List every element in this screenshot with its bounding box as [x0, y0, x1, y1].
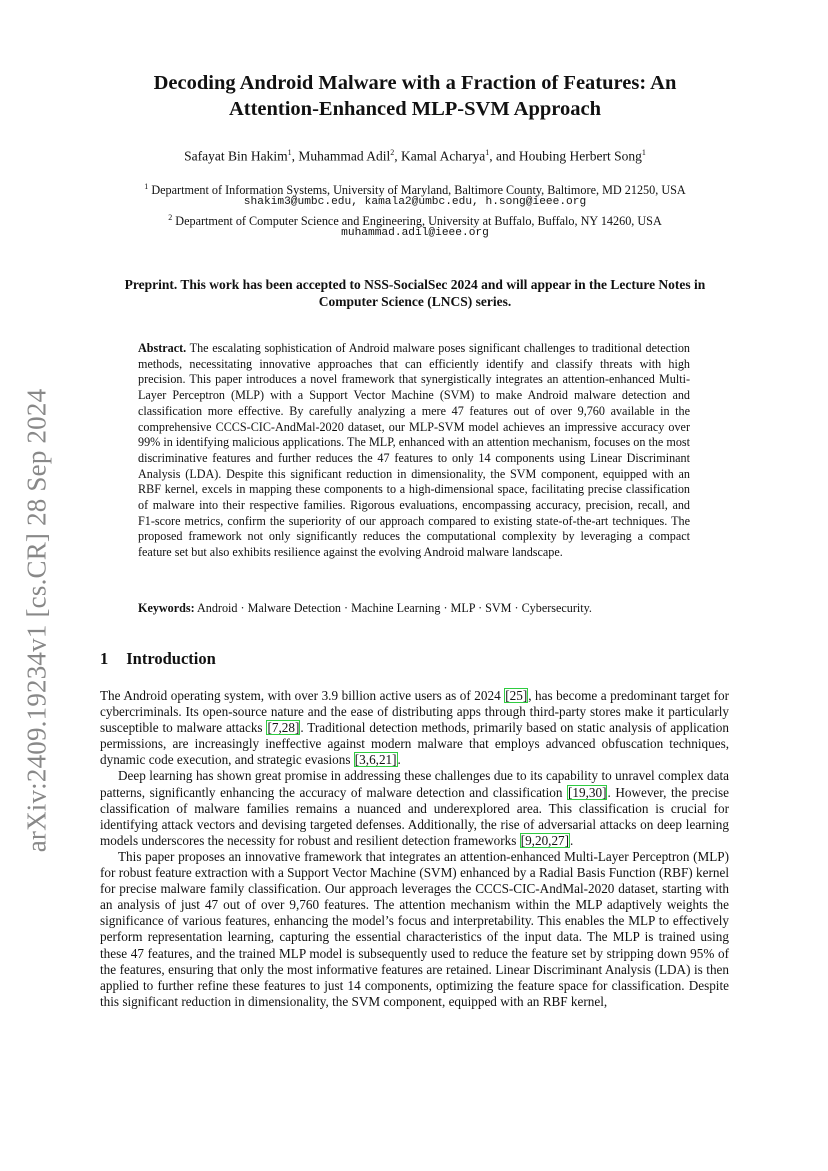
paragraph-text: . However, the precise classification of malware families remains a nuanced and underexplored area. This classification is crucial for identifying attack vectors and devising targeted defenses. Additionally, the rise of adversarial attacks on deep learning models underscores the necessity for robust and resilient detection frameworks	[100, 784, 729, 848]
abstract	[138, 341, 690, 561]
citation-link[interactable]: [7,28]	[267, 720, 300, 736]
author-1-affil: 1	[287, 148, 292, 157]
paragraph-text: .	[570, 832, 574, 848]
citation-link[interactable]: [3,6,21]	[354, 752, 397, 768]
affiliation-2-mark: 2	[168, 213, 173, 222]
paragraph-3: This paper proposes an innovative framework that integrates an attention-enhanced Multi-Layer Perceptron (MLP) for robust feature extraction with a Support Vector Machine (SVM) enhanced by a Radial Basis Function (RBF) kernel for precise malware family classification. Our approach leverages the CCCS-CIC-AndMal-2020 dataset, starting with an analysis of just 47 out of over 9,760 features. The attention mechanism within the MLP adaptively weights the significance of various features, enhancing the model’s focus and interpretability. This enables the MLP to effectively perform representation learning, capturing the essential characteristics of the input data. The MLP is trained using these 47 features, and the trained MLP model is subsequently used to reduce the feature set by stripping down 95% of the features, ensuring that only the most informative features are retained. Linear Discriminant Analysis (LDA) is then applied to further refine these features to just 14 components, optimizing the feature space for classification. Despite this significant reduction in dimensionality, the SVM component, equipped with an RBF kernel,	[100, 848, 729, 1009]
keywords-text: Android · Malware Detection · Machine Learning · MLP · SVM · Cybersecurity.	[194, 601, 592, 615]
affiliation-1-mark: 1	[144, 182, 149, 191]
affiliation-2-text: Department of Computer Science and Engineering, University at Buffalo, Buffalo, NY 14260, USA	[172, 214, 662, 229]
paragraph-text: The Android operating system, with over 3.9 billion active users as of 2024	[100, 688, 505, 703]
arxiv-stamp	[14, 340, 60, 900]
paragraph-text: , has become a predominant target for cybercriminals. Its open-source nature and the ease of distributing apps through third-party stores make it particularly susceptible to malware attacks	[100, 688, 730, 736]
keywords-label: Keywords:	[138, 601, 195, 615]
author-2: , Muhammad Adil	[291, 148, 391, 164]
citation-link[interactable]: [9,20,27]	[520, 832, 570, 848]
section-title: Introduction	[126, 649, 216, 668]
title-line-2: Attention-Enhanced MLP-SVM Approach	[228, 98, 602, 120]
title-line-1: Decoding Android Malware with a Fraction of Features: An	[153, 72, 677, 94]
affiliation-2-emails: muhammad.adil@ieee.org	[341, 227, 489, 239]
paragraph-2	[100, 768, 729, 848]
section-heading	[100, 649, 216, 669]
affiliation-1-text: Department of Information Systems, University of Maryland, Baltimore County, Baltimore, MD 21250, USA	[148, 183, 686, 198]
paragraph-text: .	[397, 752, 401, 768]
keywords	[138, 601, 698, 616]
author-2-affil: 2	[390, 148, 395, 157]
author-1: Safayat Bin Hakim	[184, 148, 288, 164]
author-4: , and Houbing Herbert Song	[489, 148, 642, 164]
author-3-affil: 1	[485, 148, 490, 157]
abstract-text: The escalating sophistication of Android malware poses significant challenges to traditional detection methods, necessitating innovative approaches that can efficiently identify and classify threats with high precision. This paper introduces a novel framework that synergistically integrates an attention-enhanced Multi-Layer Perceptron (MLP) with a Support Vector Machine (SVM) to make Android malware detection and classification more effective. By carefully analyzing a mere 47 features out of over 9,760 available in the comprehensive CCCS-CIC-AndMal-2020 dataset, our MLP-SVM model achieves an impressive accuracy over 99% in identifying malicious applications. The MLP, enhanced with an attention mechanism, focuses on the most discriminative features and further reduces the 47 features to only 14 components using Linear Discriminant Analysis (LDA). Despite this significant reduction in dimensionality, the SVM component, equipped with an RBF kernel, excels in mapping these components to a high-dimensional space, facilitating precise classification of malware into their respective families. Rigorous evaluations, encompassing accuracy, precision, recall, and F1-score metrics, confirm the superiority of our approach compared to existing state-of-the-art techniques. The proposed framework not only significantly reduces the computational complexity by leveraging a compact feature set but also exhibits resilience against the evolving Android malware landscape.	[138, 341, 690, 560]
paper-title	[95, 70, 735, 122]
citation-link[interactable]: [25]	[505, 688, 528, 703]
author-3: , Kamal Acharya	[394, 148, 486, 164]
abstract-label: Abstract.	[138, 341, 187, 355]
affiliation-1-emails: shakim3@umbc.edu, kamala2@umbc.edu, h.song@ieee.org	[243, 196, 587, 208]
section-body	[100, 688, 729, 1010]
author-list	[95, 148, 735, 165]
arxiv-stamp-text: arXiv:2409.19234v1 [cs.CR] 28 Sep 2024	[21, 388, 52, 852]
section-number: 1	[100, 649, 109, 668]
paragraph-text: . Traditional detection methods, primarily based on static analysis of application permissions, are increasingly ineffective against modern malware that employs advanced obfuscation techniques, dynamic code execution, and strategic evasions	[100, 720, 729, 768]
citation-link[interactable]: [19,30]	[568, 784, 607, 800]
paragraph-1	[100, 688, 729, 768]
author-4-affil: 1	[641, 148, 646, 157]
preprint-notice: Preprint. This work has been accepted to NSS-SocialSec 2024 and will appear in the Lecture Notes in Computer Science (LNCS) series.	[124, 277, 706, 309]
paragraph-text: Deep learning has shown great promise in addressing these challenges due to its capability to unravel complex data patterns, significantly enhancing the accuracy of malware detection and classification	[100, 768, 729, 800]
